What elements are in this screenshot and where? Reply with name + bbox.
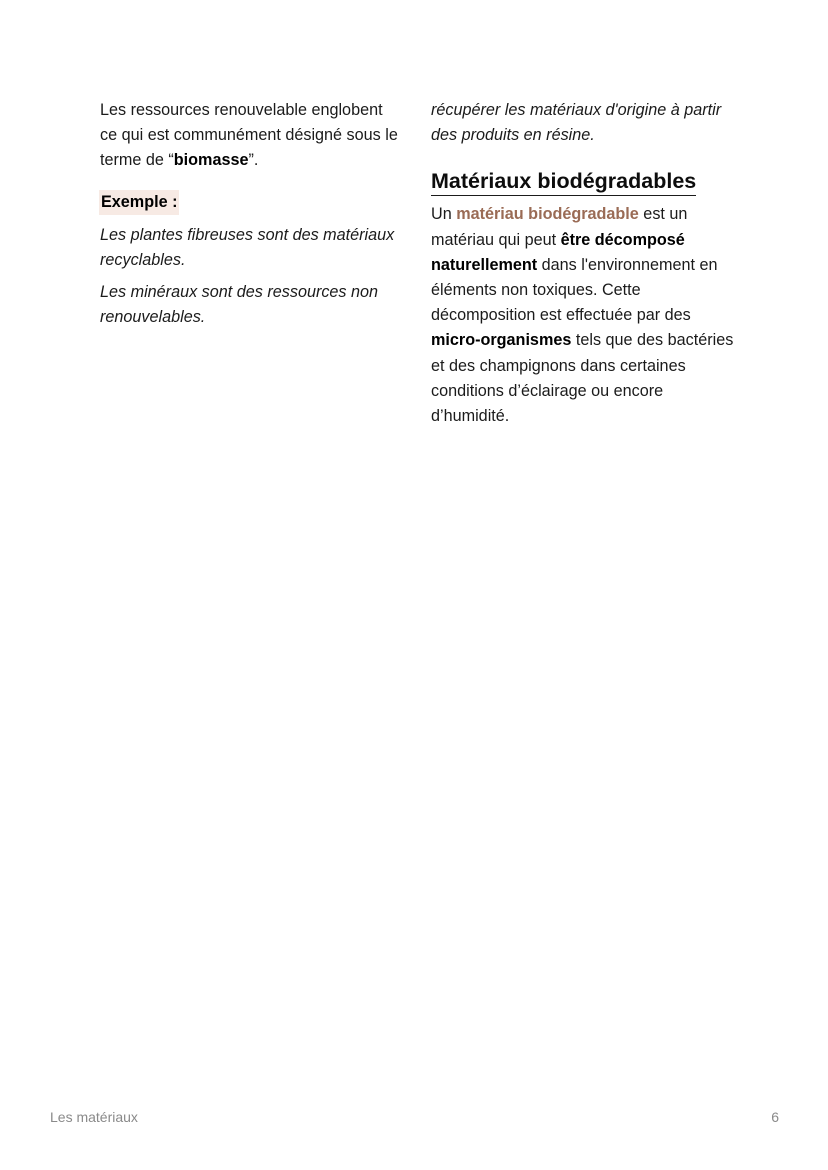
- biodegradable-paragraph: [431, 202, 736, 429]
- para-text-1: Un: [431, 205, 457, 224]
- para-text-3: dans l'environnement en éléments non toxiques. Cette décomposition est effectuée par des: [431, 255, 718, 325]
- decomposed-term: être décomposé naturellement: [431, 230, 685, 274]
- section-title: Matériaux biodégradables: [431, 167, 696, 196]
- footer-page-number: 6: [771, 1109, 779, 1125]
- example-label-wrap: [100, 180, 400, 215]
- para-text-4: tels que des bactéries et des champignons dans certaines conditions d’éclairage ou encore d’humidité.: [431, 331, 734, 426]
- continuation-paragraph: récupérer les matériaux d'origine à partir des produits en résine.: [431, 101, 722, 145]
- biomasse-term: biomasse: [173, 151, 249, 170]
- intro-text-end: ”.: [248, 151, 259, 170]
- para-text-2: est un matériau qui peut: [431, 205, 688, 249]
- example-sentence-2: Les minéraux sont des ressources non renouvelables.: [100, 283, 379, 327]
- footer-document-title: Les matériaux: [50, 1109, 138, 1125]
- example-sentence-1: Les plantes fibreuses sont des matériaux recyclables.: [100, 225, 395, 270]
- micro-organisms-term: micro-organismes: [431, 331, 572, 350]
- left-column: [100, 98, 400, 331]
- example-label: Exemple :: [99, 190, 179, 215]
- intro-paragraph: [100, 98, 400, 174]
- biodegradable-term: matériau biodégradable: [456, 205, 639, 224]
- intro-text-start: Les ressources renouvelable englobent ce qui est communément désigné sous le terme de “: [100, 101, 398, 170]
- right-column: [431, 98, 736, 429]
